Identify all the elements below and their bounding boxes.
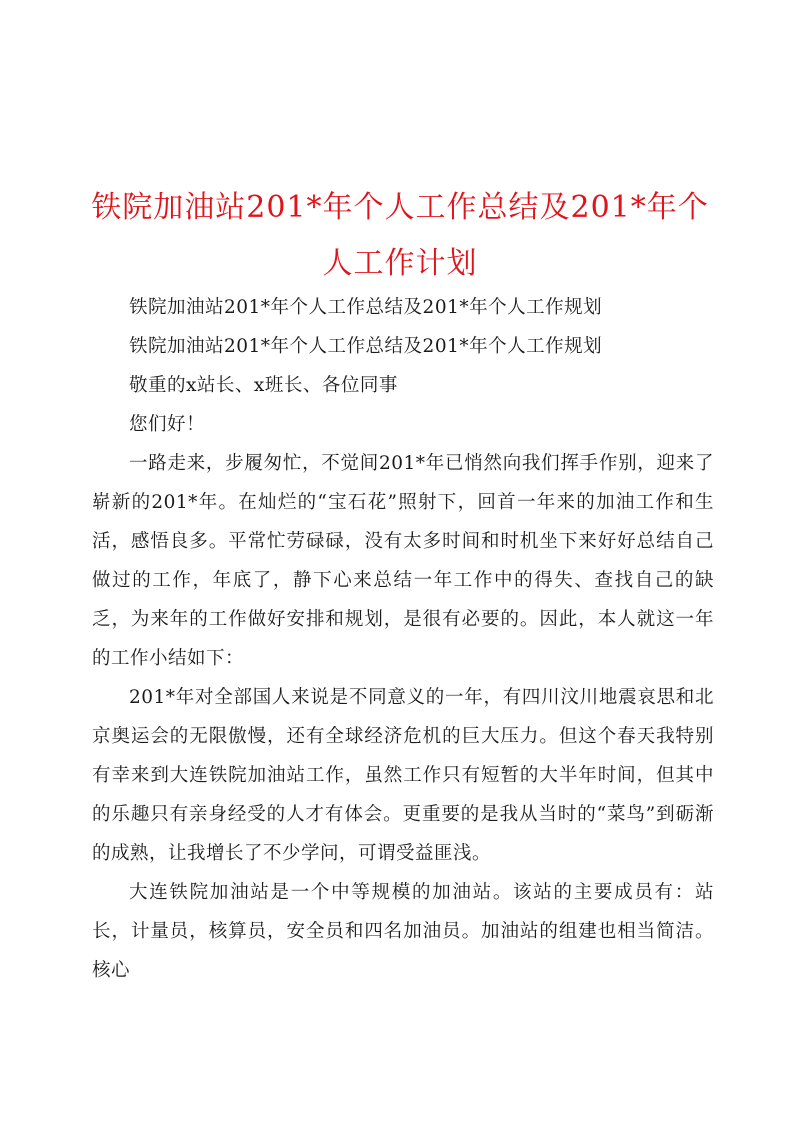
- paragraph-station-description: 大连铁院加油站是一个中等规模的加油站。该站的主要成员有：站长，计量员，核算员，安全员和四名加油员。加油站的组建也相当简洁。核心: [92, 882, 714, 981]
- paragraph-intro: 一路走来，步履匆忙，不觉间201*年已悄然向我们挥手作别，迎来了崭新的201*年。在灿烂的“宝石花”照射下，回首一年来的加油工作和生活，感悟良多。平常忙劳碌碌，没有太多时间和时机坐下来好好总结自己做过的工作，年底了，静下心来总结一年工作中的得失、查找自己的缺乏，为来年的工作做好安排和规划，是很有必要的。因此，本人就这一年的工作小结如下：: [92, 453, 714, 669]
- paragraph-greeting: 您们好！: [129, 414, 206, 435]
- paragraph-subtitle-1: 铁院加油站201*年个人工作总结及201*年个人工作规划: [129, 297, 603, 318]
- paragraph-subtitle-2: 铁院加油站201*年个人工作总结及201*年个人工作规划: [129, 336, 603, 357]
- paragraph-salutation: 敬重的x站长、x班长、各位同事: [129, 375, 398, 396]
- document-title: 铁院加油站201*年个人工作总结及201*年个人工作计划: [91, 190, 709, 282]
- paragraph-year-review: 201*年对全部国人来说是不同意义的一年，有四川汶川地震哀思和北京奥运会的无限傲慢，还有全球经济危机的巨大压力。但这个春天我特别有幸来到大连铁院加油站工作，虽然工作只有短暂的大半年时间，但其中的乐趣只有亲身经受的人才有体会。更重要的是我从当时的“菜鸟”到砺渐的成熟，让我增长了不少学问，可谓受益匪浅。: [92, 687, 714, 864]
- document-body: [92, 288, 714, 990]
